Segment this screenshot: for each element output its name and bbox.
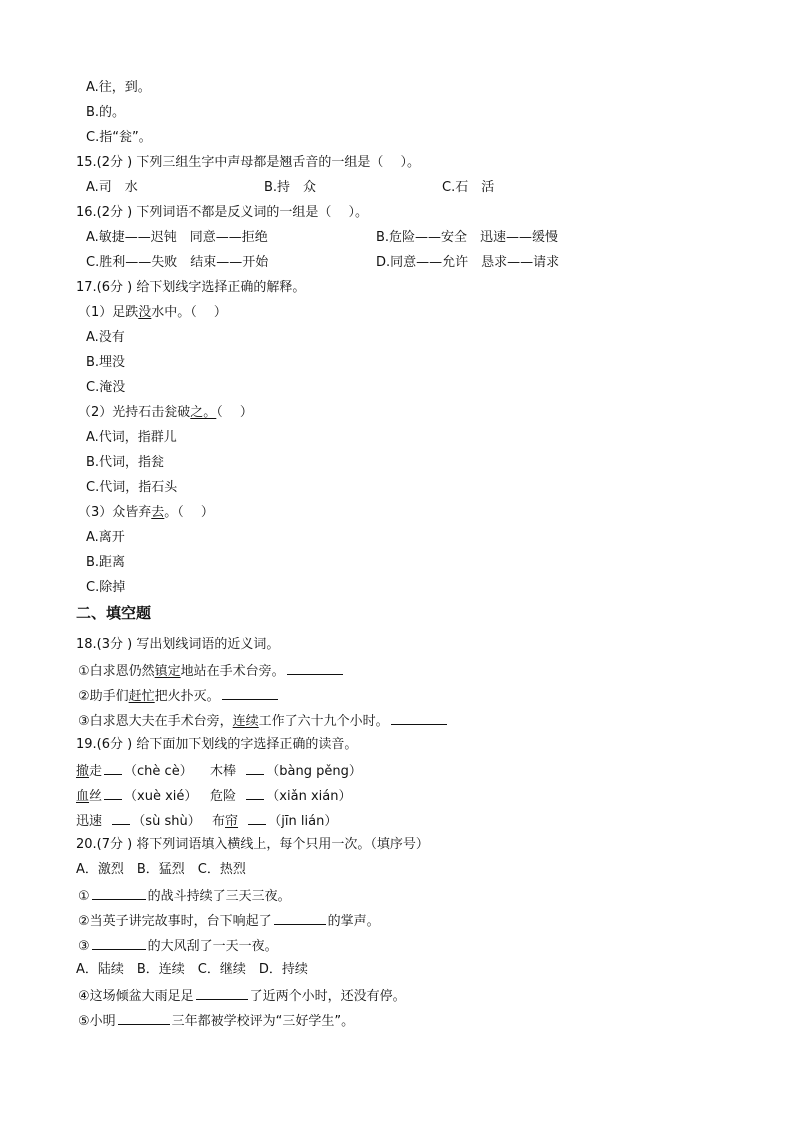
q17-part2-pre: （2）光持石击瓮破 xyxy=(78,405,191,420)
q14-option-c: C.指“瓮”。 xyxy=(86,130,152,145)
q17-part2-underlined: 之。 xyxy=(190,405,217,420)
q20-s3-post: 的大风刮了一天一夜。 xyxy=(147,939,278,954)
q19-row2-left xyxy=(76,785,197,805)
q19-row2-right-char2: 险 xyxy=(223,789,237,804)
q20-s4-post: 了近两个小时，还没有停。 xyxy=(249,989,406,1004)
q20-s1-pre: ① xyxy=(78,889,90,904)
q19-row1-left-pinyin: （chè cè） xyxy=(124,764,193,779)
q18-line2-underlined: 赶忙 xyxy=(128,689,155,704)
q18-stem: 18.(3分 ) 写出划线词语的近义词。 xyxy=(76,637,280,652)
q14-option-a: A.往，到。 xyxy=(86,80,151,95)
q15-option-c: C.石 活 xyxy=(442,180,495,195)
q17-part1-pre: （1）足跌 xyxy=(78,305,139,320)
q20-stem: 20.(7分 ) 将下列词语填入横线上，每个只用一次。（填序号） xyxy=(76,837,429,852)
q19-row3-left xyxy=(76,810,201,830)
q18-line1-underlined: 镇定 xyxy=(154,664,181,679)
q20-s2-blank[interactable] xyxy=(274,910,326,925)
q20-s5-pre: ⑤小明 xyxy=(78,1014,116,1029)
q15-option-a: A.司 水 xyxy=(86,180,138,195)
q20-s3-pre: ③ xyxy=(78,939,90,954)
q19-row1-left-underlined: 撤 xyxy=(76,764,90,779)
q14-option-b: B.的。 xyxy=(86,105,126,120)
q16-option-a: A.敏捷——迟钝 同意——拒绝 xyxy=(86,230,268,245)
q17-part1-post: 水中。（ ） xyxy=(151,305,227,320)
q20-s1-blank[interactable] xyxy=(92,885,146,900)
q19-row3-right-char: 布 xyxy=(212,814,226,829)
q20-s4-pre: ④这场倾盆大雨足足 xyxy=(78,989,194,1004)
q18-line2-blank[interactable] xyxy=(222,685,278,700)
q16-option-d: D.同意——允许 恳求——请求 xyxy=(376,255,560,270)
q19-row1-right-char: 木 xyxy=(210,764,224,779)
q20-s2-post: 的掌声。 xyxy=(327,914,380,929)
q17-part2 xyxy=(78,403,253,423)
q17-part2-option-a: A.代词，指群儿 xyxy=(86,430,177,445)
q18-line3-blank[interactable] xyxy=(391,710,447,725)
q16-option-b: B.危险——安全 迅速——缓慢 xyxy=(376,230,559,245)
q20-s5-post: 三年都被学校评为“三好学生”。 xyxy=(171,1014,355,1029)
q19-row2-right-char: 危 xyxy=(210,789,224,804)
q17-part3-option-c: C.除掉 xyxy=(86,580,126,595)
q17-part3-post: 。（ ） xyxy=(164,505,214,520)
q17-part1-underlined: 没 xyxy=(138,305,152,320)
q20-s4-blank[interactable] xyxy=(196,985,248,1000)
q19-row3-left-char: 迅 xyxy=(76,814,90,829)
q19-row2-left-char: 丝 xyxy=(89,789,103,804)
q16-option-c: C.胜利——失败 结束——开始 xyxy=(86,255,269,270)
q20-sentence-3 xyxy=(78,935,278,955)
q15-stem: 15.(2分 ) 下列三组生字中声母都是翘舌音的一组是（ ）。 xyxy=(76,155,420,170)
q18-line1-pre: ①白求恩仍然 xyxy=(78,664,155,679)
q19-row1-left-blank[interactable] xyxy=(104,760,122,775)
q19-row2-right-pinyin: （xiǎn xián） xyxy=(266,789,352,804)
q19-row1-right-pinyin: （bàng pěng） xyxy=(266,764,362,779)
q20-s3-blank[interactable] xyxy=(92,935,146,950)
q18-line3-post: 工作了六十九个小时。 xyxy=(258,714,389,729)
q20-sentence-1 xyxy=(78,885,291,905)
q17-part1-option-a: A.没有 xyxy=(86,330,125,345)
q18-line3-underlined: 连续 xyxy=(232,714,259,729)
q18-line1 xyxy=(78,660,345,680)
q20-word-bank-1: A．激烈 B．猛烈 C．热烈 xyxy=(76,862,246,877)
q20-s1-post: 的战斗持续了三天三夜。 xyxy=(147,889,291,904)
q20-sentence-5 xyxy=(78,1010,354,1030)
q18-line2-post: 把火扑灭。 xyxy=(154,689,220,704)
q19-row2-left-underlined: 血 xyxy=(76,789,90,804)
q18-line3-pre: ③白求恩大夫在手术台旁， xyxy=(78,714,233,729)
q18-line2-pre: ②助手们 xyxy=(78,689,129,704)
q17-part2-option-b: B.代词，指瓮 xyxy=(86,455,165,470)
q19-row1-left-char: 走 xyxy=(89,764,103,779)
q17-part3-option-b: B.距离 xyxy=(86,555,126,570)
q19-row1-left xyxy=(76,760,193,780)
q18-line1-blank[interactable] xyxy=(287,660,343,675)
q19-row2-left-blank[interactable] xyxy=(104,785,122,800)
q20-word-bank-2: A．陆续 B．连续 C．继续 D．持续 xyxy=(76,962,308,977)
q15-option-b: B.持 众 xyxy=(264,180,317,195)
q20-sentence-4 xyxy=(78,985,406,1005)
q19-row1-right-char2: 棒 xyxy=(223,764,237,779)
q19-row3-left-pinyin: （sù shù） xyxy=(132,814,201,829)
q20-s2-pre: ②当英子讲完故事时，台下响起了 xyxy=(78,914,272,929)
q18-line1-post: 地站在手术台旁。 xyxy=(180,664,285,679)
q17-part2-post: （ ） xyxy=(216,405,253,420)
q17-part3-underlined: 去 xyxy=(151,505,165,520)
q19-row1-right-blank[interactable] xyxy=(246,760,264,775)
q18-line2 xyxy=(78,685,280,705)
section-heading-fill-in: 二、填空题 xyxy=(76,604,152,622)
q20-sentence-2 xyxy=(78,910,380,930)
q17-part3-pre: （3）众皆弃 xyxy=(78,505,152,520)
q19-row2-right xyxy=(210,785,351,805)
q19-row1-right xyxy=(210,760,362,780)
q19-row3-left-char2: 速 xyxy=(89,814,103,829)
q19-row3-right-underlined: 帘 xyxy=(225,814,239,829)
q17-part3 xyxy=(78,503,214,523)
q17-part1-option-b: B.埋没 xyxy=(86,355,126,370)
q19-row2-right-blank[interactable] xyxy=(246,785,264,800)
q18-line3 xyxy=(78,710,449,730)
q19-row3-right-pinyin: （jīn lián） xyxy=(268,814,338,829)
q17-part1 xyxy=(78,303,227,323)
q17-part2-option-c: C.代词，指石头 xyxy=(86,480,178,495)
q19-row3-right xyxy=(212,810,337,830)
q19-stem: 19.(6分 ) 给下面加下划线的字选择正确的读音。 xyxy=(76,737,358,752)
q19-row2-left-pinyin: （xuè xié） xyxy=(124,789,198,804)
q19-row3-right-blank[interactable] xyxy=(248,810,266,825)
q17-part3-option-a: A.离开 xyxy=(86,530,125,545)
q17-stem: 17.(6分 ) 给下划线字选择正确的解释。 xyxy=(76,280,306,295)
q19-row3-left-blank[interactable] xyxy=(112,810,130,825)
q20-s5-blank[interactable] xyxy=(118,1010,170,1025)
q17-part1-option-c: C.淹没 xyxy=(86,380,126,395)
q16-stem: 16.(2分 ) 下列词语不都是反义词的一组是（ ）。 xyxy=(76,205,368,220)
